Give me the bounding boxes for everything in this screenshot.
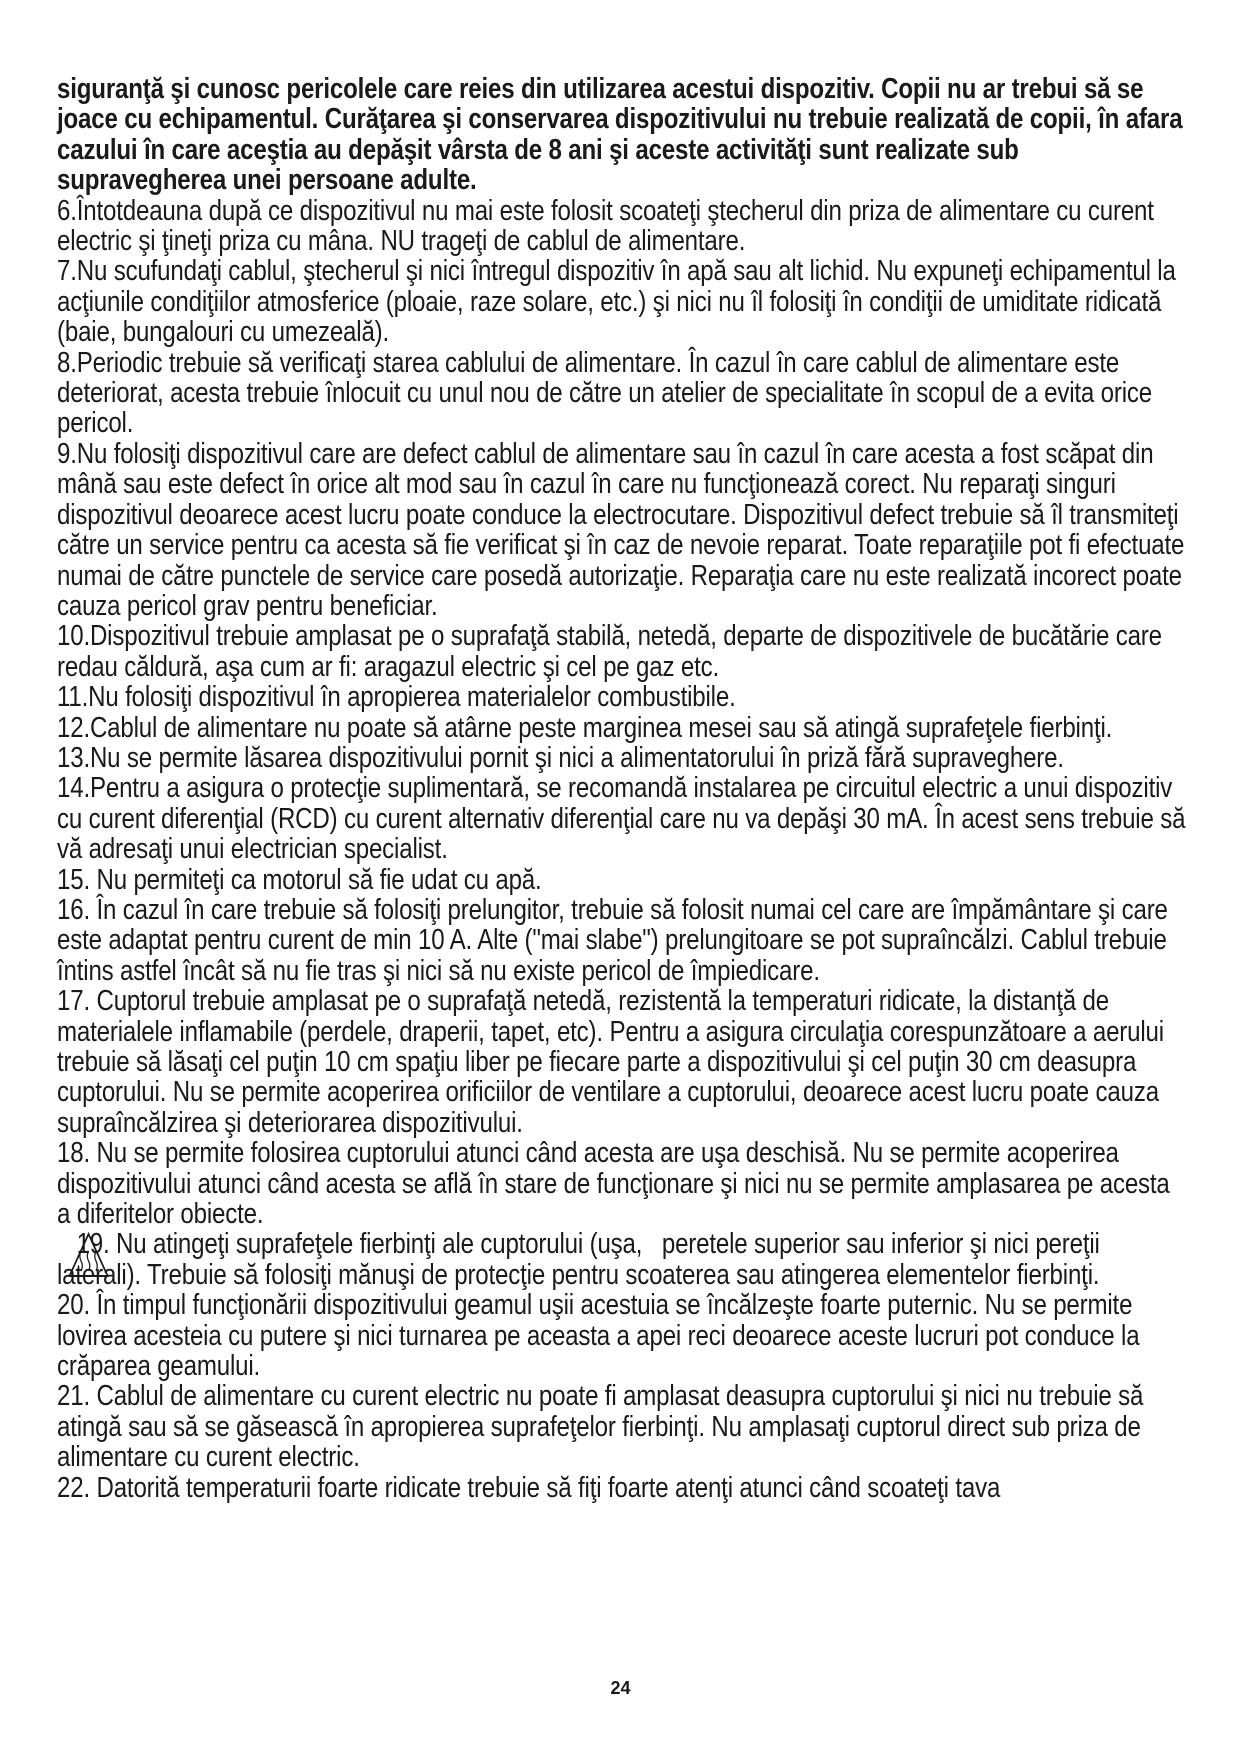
safety-item-10: 10.Dispozitivul trebuie amplasat pe o suprafaţă stabilă, netedă, departe de dispozitivele de bucătărie care redau căldură, aşa cum ar fi: aragazul electric şi cel pe gaz etc. — [57, 620, 1162, 683]
safety-item-7: 7.Nu scufundaţi cablul, ştecherul şi nici întregul dispozitiv în apă sau alt lichid. Nu expuneţi echipamentul la acţiunile condiţiilor atmosferice (ploaie, raze solare, etc.) şi nici nu îl folosiţi în condiţii de umiditate ridicată (baie, bungalouri cu umezeală). — [57, 255, 1176, 349]
safety-item-18: 18. Nu se permite folosirea cuptorului atunci când acesta are uşa deschisă. Nu se permite acoperirea dispozitivului atunci când acesta se află în stare de funcţionare şi nici nu se permite amplasarea pe acesta a diferitelor obiecte. — [57, 1137, 1170, 1231]
safety-item-12: 12.Cablul de alimentare nu poate să atârne peste marginea mesei sau să atingă suprafeţele fierbinţi. — [57, 711, 1113, 744]
safety-item-8: 8.Periodic trebuie să verificaţi starea cablului de alimentare. În cazul în care cablul de alimentare este deteriorat, acesta trebuie înlocuit cu unul nou de către un atelier de specialitate în scopul de a evita orice pericol. — [57, 346, 1152, 440]
document-body — [57, 74, 1187, 1503]
safety-paragraph-intro: siguranţă şi cunosc pericolele care reies din utilizarea acestui dispozitiv. Copii nu ar trebui să se joace cu echipamentul. Curăţarea şi conservarea dispozitivului nu trebuie realizată de copii, în afara cazului în care aceştia au depăşit vârsta de 8 ani şi aceste activităţi sunt realizate sub supravegherea unei persoane adulte. — [57, 73, 1183, 197]
safety-item-20: 20. În timpul funcţionării dispozitivului geamul uşii acestuia se încălzeşte foarte puternic. Nu se permite lovirea acesteia cu putere şi nici turnarea pe aceasta a apei reci deoarece aceste lucruri pot conduce la crăparea geamului. — [57, 1289, 1140, 1383]
safety-item-22: 22. Datorită temperaturii foarte ridicate trebuie să fiţi foarte atenţi atunci când scoateţi tava — [57, 1471, 1001, 1504]
safety-item-14: 14.Pentru a asigura o protecţie suplimentară, se recomandă instalarea pe circuitul electric a unui dispozitiv cu curent diferenţial (RCD) cu curent alternativ diferenţial care nu va depăşi 30 mA. În acest sens trebuie să vă adresaţi unui electrician specialist. — [57, 772, 1186, 866]
safety-item-9: 9.Nu folosiţi dispozitivul care are defect cablul de alimentare sau în cazul în care acesta a fost scăpat din mână sau este defect în orice alt mod sau în cazul în care nu funcţionează corect. Nu reparaţi singuri dispozitivul deoarece acest lucru poate conduce la electrocutare. Dispozitivul defect trebuie să îl transmiteţi către un service pentru ca acesta să fie verificat şi în caz de nevoie reparat. Toate reparaţiile pot fi efectuate numai de către punctele de service care posedă autorizaţie. Reparaţia care nu este realizată incorect poate cauza pericol grav pentru beneficiar. — [57, 437, 1185, 622]
safety-item-16: 16. În cazul în care trebuie să folosiţi prelungitor, trebuie să folosit numai cel care are împământare şi care este adaptat pentru curent de min 10 A. Alte ("mai slabe") prelungitoare se pot supraîncălzi. Cablul trebuie întins astfel încât să nu fie tras şi nici să nu existe pericol de împiedicare. — [57, 893, 1168, 987]
safety-item-21: 21. Cablul de alimentare cu curent electric nu poate fi amplasat deasupra cuptorului şi nici nu trebuie să atingă sau să se găsească în apropierea suprafeţelor fierbinţi. Nu amplasaţi cuptorul direct sub priza de alimentare cu curent electric. — [57, 1380, 1144, 1474]
safety-item-19: 19. Nu atingeţi suprafeţele fierbinţi ale cuptorului (uşa, peretele superior sau inferior şi nici pereţii laterali). Trebuie să folosiţi mănuşi de protecţie pentru scoaterea sau atingerea elementelor fierbinţi. — [57, 1228, 1107, 1291]
safety-item-6: 6.Întotdeauna după ce dispozitivul nu mai este folosit scoateţi ştecherul din priza de alimentare cu curent electric şi ţineţi priza cu mâna. NU trageţi de cablul de alimentare. — [57, 194, 1154, 258]
safety-item-19-block — [57, 1229, 1187, 1290]
safety-item-13: 13.Nu se permite lăsarea dispozitivului pornit şi nici a alimentatorului în priză fără supraveghere. — [57, 741, 1064, 774]
safety-item-15: 15. Nu permiteţi ca motorul să fie udat cu apă. — [57, 863, 542, 896]
hot-surface-warning-icon — [67, 1231, 110, 1279]
page-number: 24 — [610, 1678, 631, 1698]
safety-item-11: 11.Nu folosiţi dispozitivul în apropierea materialelor combustibile. — [57, 681, 736, 714]
safety-item-17: 17. Cuptorul trebuie amplasat pe o suprafaţă netedă, rezistentă la temperaturi ridicate, la distanţă de materialele inflamabile (perdele, draperii, tapet, etc). Pentru a asigura circulaţia corespunzătoare a aerului trebuie să lăsaţi cel puţin 10 cm spaţiu liber pe fiecare parte a dispozitivului şi cel puţin 30 cm deasupra cuptorului. Nu se permite acoperirea orificiilor de ventilare a cuptorului, deoarece acest lucru poate cauza supraîncălzirea şi deteriorarea dispozitivului. — [57, 985, 1164, 1139]
